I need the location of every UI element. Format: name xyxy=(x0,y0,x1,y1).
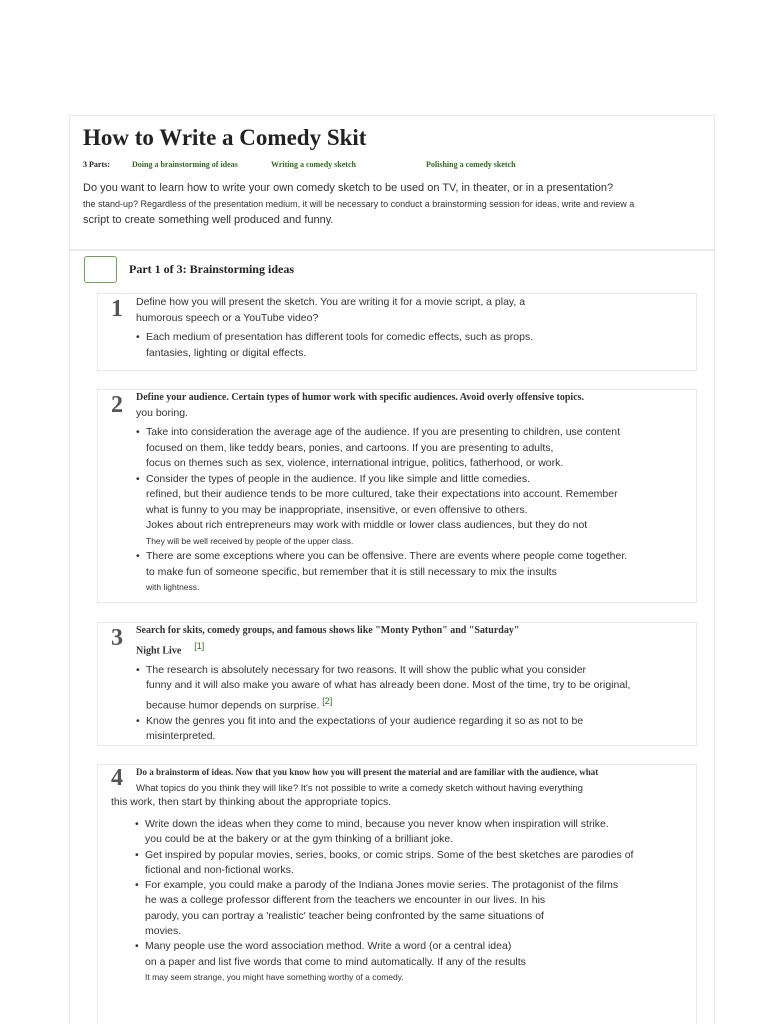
bullet-item xyxy=(136,663,688,714)
bullet-line: to make fun of someone specific, but remember that it is still necessary to mix the insults xyxy=(146,565,557,578)
bullet-line: on a paper and list five words that come to mind automatically. If any of the results xyxy=(145,955,526,968)
bullet-list xyxy=(136,330,688,361)
step-number: 2 xyxy=(111,392,123,418)
bullet-line: • Consider the types of people in the audience. If you like simple and little comedies. xyxy=(146,472,531,485)
step-card xyxy=(97,293,697,371)
bullet-line: • Know the genres you fit into and the expectations of your audience regarding it so as not to be xyxy=(146,714,584,727)
intro-line-3: script to create something well produced and funny. xyxy=(83,214,334,226)
bullet-line: with lightness. xyxy=(146,582,200,592)
step-body xyxy=(136,295,688,361)
bullet-line: you could be at the bakery or at the gym thinking of a brilliant joke. xyxy=(145,833,454,846)
bullet-line: because humor depends on surprise. xyxy=(146,699,320,711)
intro-line-2: the stand-up? Regardless of the presentation medium, it will be necessary to conduct a brainstorming session for ideas, write and review a xyxy=(83,199,635,209)
bullet-line: • For example, you could make a parody of the Indiana Jones movie series. The protagonist of the films xyxy=(145,879,619,892)
bullet-line: • Take into consideration the average age of the audience. If you are presenting to children, use content xyxy=(146,426,620,438)
reference-link[interactable]: [2] xyxy=(322,695,333,706)
bullet-line: • Get inspired by popular movies, series, books, or comic strips. Some of the best sketches are parodies of xyxy=(145,848,634,861)
bullet-line: It may seem strange, you might have something worthy of a comedy. xyxy=(145,971,404,982)
step-heading-line: Define your audience. Certain types of humor work with specific audiences. Avoid overly offensive topics. xyxy=(136,392,585,403)
step-heading-line: Define how you will present the sketch. You are writing it for a movie script, a play, a xyxy=(136,296,526,308)
section-title: Part 1 of 3: Brainstorming ideas xyxy=(129,262,294,276)
step-number: 4 xyxy=(111,765,123,791)
bullet-list xyxy=(136,663,688,745)
bullet-line: They will be well received by people of the upper class. xyxy=(146,535,354,546)
bullet-line: • Each medium of presentation has different tools for comedic effects, such as props. xyxy=(146,331,534,343)
part-link-writing[interactable]: Writing a comedy sketch xyxy=(271,160,356,169)
bullet-line: • There are some exceptions where you can be offensive. There are events where people come together. xyxy=(146,550,628,562)
part-link-polishing[interactable]: Polishing a comedy sketch xyxy=(426,160,516,169)
bullet-item xyxy=(136,330,688,361)
bullet-list xyxy=(135,817,695,985)
bullet-line: parody, you can portray a 'realistic' teacher being confronted by the same situations of xyxy=(145,909,544,922)
bullet-line: focus on themes such as sex, violence, international intrigue, politics, fatherhood, or work. xyxy=(146,457,564,469)
step-heading-line: humorous speech or a YouTube video? xyxy=(136,311,319,324)
bullet-line: focused on them, like teddy bears, ponies, and cartoons. If you are presenting to adults, xyxy=(146,441,554,454)
bullet-item xyxy=(136,549,688,596)
step-heading-line: Do a brainstorm of ideas. Now that you know how you will present the material and are familiar with the audience, what xyxy=(136,767,599,777)
step-body xyxy=(136,390,688,596)
step-number: 1 xyxy=(111,296,123,322)
step-body xyxy=(136,765,688,796)
bullet-item xyxy=(136,425,688,472)
bullet-line: misinterpreted. xyxy=(146,730,216,742)
bullet-line: movies. xyxy=(145,925,182,938)
step-heading-line: Search for skits, comedy groups, and famous shows like "Monty Python" and "Saturday" xyxy=(136,625,520,636)
step-card xyxy=(97,389,697,603)
step-card xyxy=(97,622,697,746)
bullet-line: what is funny to you may be inappropriate, insensitive, or even offensive to others. xyxy=(146,503,528,516)
bullet-item xyxy=(135,848,695,879)
bullet-item xyxy=(136,472,688,550)
bullet-item xyxy=(136,714,688,745)
reference-link[interactable]: [1] xyxy=(194,640,205,651)
step-number: 3 xyxy=(111,625,123,651)
bullet-line: Jokes about rich entrepreneurs may work with middle or lower class audiences, but they do not xyxy=(146,519,588,531)
bullet-line: • Many people use the word association method. Write a word (or a central idea) xyxy=(145,940,512,953)
bullet-line: he was a college professor different from the teachers we encounter in our lives. In his xyxy=(145,894,546,907)
article-intro xyxy=(83,180,703,228)
step-body xyxy=(136,623,688,745)
bullet-line: • Write down the ideas when they come to mind, because you never know when inspiration will strike. xyxy=(145,818,609,830)
intro-line-1: Do you want to learn how to write your own comedy sketch to be used on TV, in theater, or in a presentation? xyxy=(83,182,614,194)
bullet-line: fantasies, lighting or digital effects. xyxy=(146,346,307,359)
bullet-list xyxy=(136,425,688,596)
part-link-brainstorming[interactable]: Doing a brainstorming of ideas xyxy=(132,160,238,169)
article-title: How to Write a Comedy Skit xyxy=(83,125,367,150)
bullet-line: refined, but their audience tends to be more cultured, take their expectations into account. Remember xyxy=(146,488,618,500)
bullet-item xyxy=(135,878,695,939)
step-heading-line: this work, then start by thinking about the appropriate topics. xyxy=(111,796,392,808)
bullet-item xyxy=(135,939,695,985)
bullet-item xyxy=(135,817,695,848)
step-heading-line: Night Live xyxy=(136,645,182,656)
bullet-line: • The research is absolutely necessary for two reasons. It will show the public what you consider xyxy=(146,663,587,676)
step-heading-line: What topics do you think they will like? It's not possible to write a comedy sketch without having everything xyxy=(136,782,583,794)
step-heading-line: you boring. xyxy=(136,406,188,419)
bullet-line: fictional and non-fictional works. xyxy=(145,863,294,876)
parts-label: 3 Parts: xyxy=(83,160,110,169)
bullet-line: funny and it will also make you aware of what has already been done. Most of the time, try to be original, xyxy=(146,679,631,691)
section-number-box xyxy=(84,256,117,283)
